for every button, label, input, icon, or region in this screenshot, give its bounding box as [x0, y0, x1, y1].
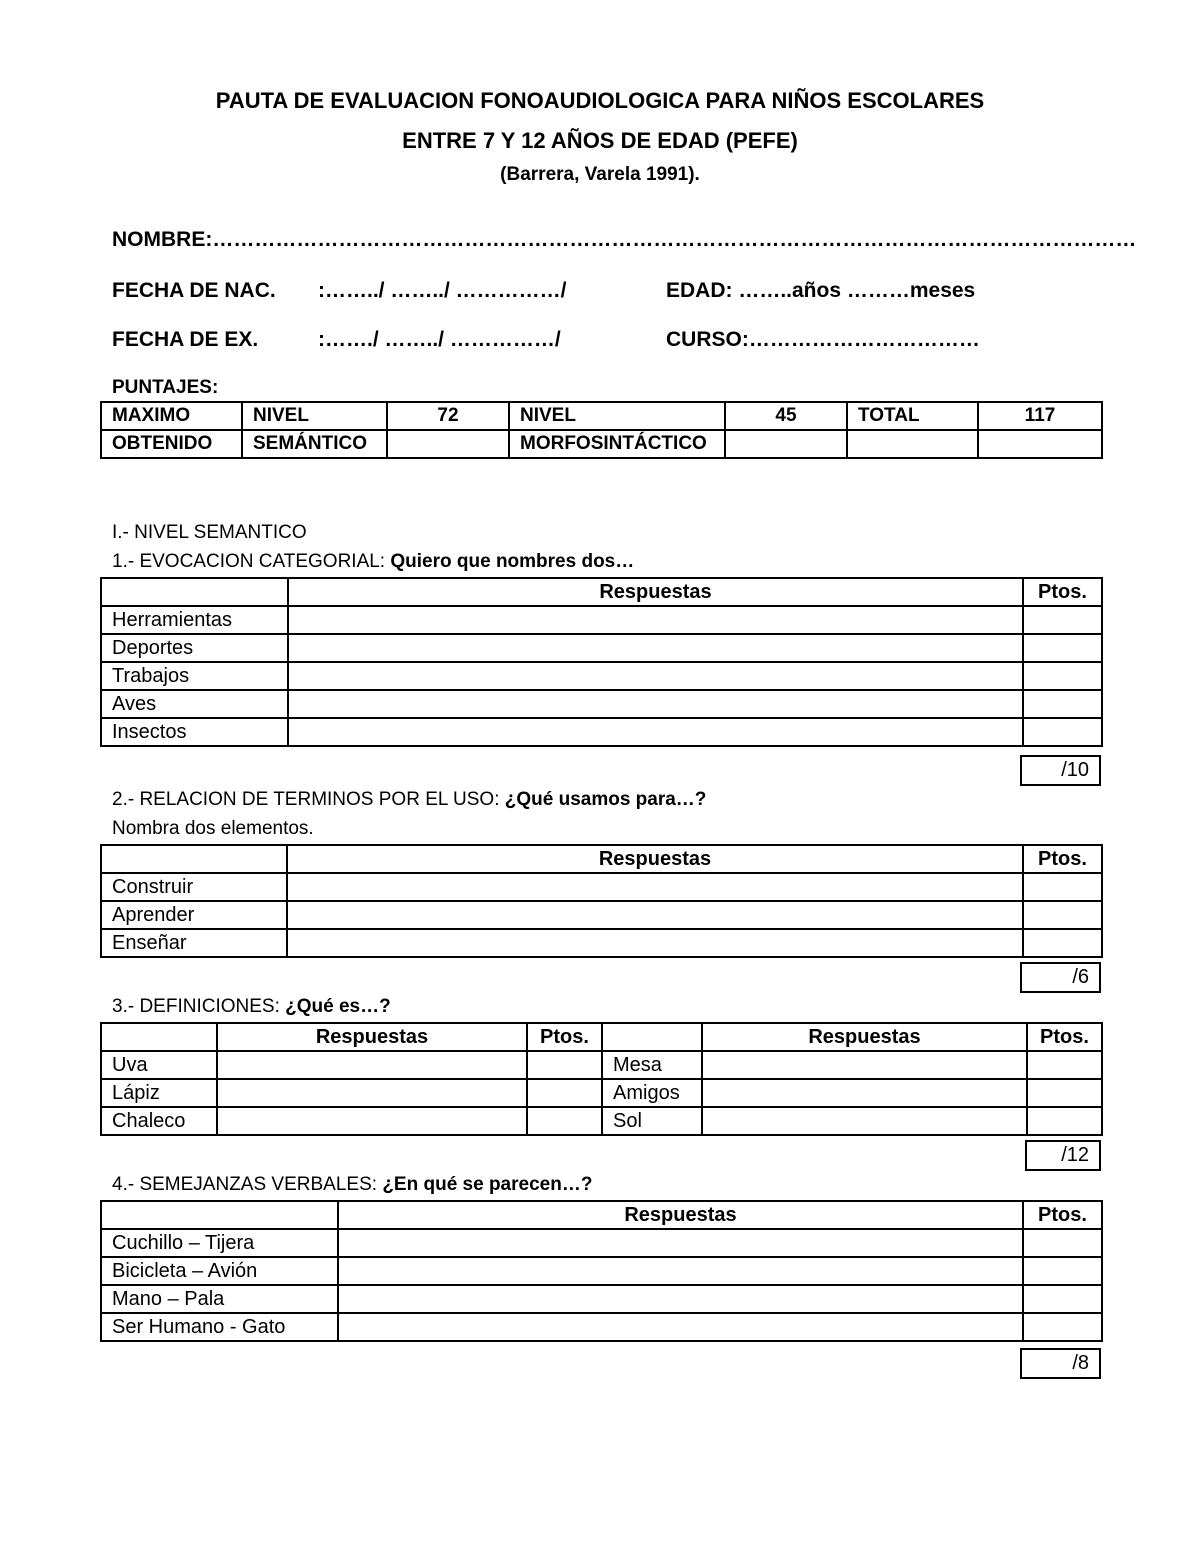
table-row	[101, 662, 1102, 690]
row-label: Cuchillo – Tijera	[101, 1229, 338, 1257]
item4-table	[100, 1200, 1103, 1342]
points-cell[interactable]	[527, 1107, 602, 1135]
item1-total[interactable]: /10	[1020, 755, 1101, 786]
score-input-total[interactable]	[978, 430, 1102, 458]
item3-table	[100, 1022, 1103, 1136]
header-blank	[101, 1201, 338, 1229]
score-cell: 117	[978, 402, 1102, 430]
item3-total[interactable]: /12	[1025, 1140, 1101, 1171]
points-cell[interactable]	[1023, 873, 1102, 901]
answer-cell[interactable]	[287, 873, 1023, 901]
points-cell[interactable]	[1023, 1257, 1102, 1285]
item4-prefix: 4.- SEMEJANZAS VERBALES:	[112, 1174, 383, 1195]
row-label: Amigos	[602, 1079, 702, 1107]
col-ptos: Ptos.	[1023, 1201, 1102, 1229]
col-ptos: Ptos.	[1027, 1023, 1102, 1051]
score-cell: NIVEL	[242, 402, 387, 430]
header-blank	[101, 1023, 217, 1051]
page-title: PAUTA DE EVALUACION FONOAUDIOLOGICA PARA NIÑOS ESCOLARES	[215, 88, 985, 113]
col-ptos: Ptos.	[527, 1023, 602, 1051]
answer-cell[interactable]	[288, 634, 1023, 662]
table-row	[101, 1051, 1102, 1079]
row-label: Deportes	[101, 634, 288, 662]
answer-cell[interactable]	[338, 1285, 1023, 1313]
points-cell[interactable]	[1023, 929, 1102, 957]
row-label: Enseñar	[101, 929, 287, 957]
answer-cell[interactable]	[702, 1051, 1027, 1079]
header-blank	[602, 1023, 702, 1051]
points-cell[interactable]	[1023, 1285, 1102, 1313]
col-ptos: Ptos.	[1023, 845, 1102, 873]
curso-field[interactable]: CURSO:……………………………	[666, 328, 980, 351]
item1-prefix: 1.- EVOCACION CATEGORIAL:	[112, 551, 391, 572]
fecha-nac-label: FECHA DE NAC.	[112, 279, 276, 302]
row-label: Uva	[101, 1051, 217, 1079]
points-cell[interactable]	[1023, 634, 1102, 662]
row-label: Aves	[101, 690, 288, 718]
item4-total[interactable]: /8	[1020, 1348, 1101, 1379]
answer-cell[interactable]	[217, 1079, 527, 1107]
item1-question: Quiero que nombres dos…	[390, 551, 635, 572]
answer-cell[interactable]	[287, 901, 1023, 929]
answer-cell[interactable]	[338, 1257, 1023, 1285]
row-label: Trabajos	[101, 662, 288, 690]
item4-question: ¿En qué se parecen…?	[382, 1174, 593, 1195]
points-cell[interactable]	[1023, 718, 1102, 746]
section-heading: I.- NIVEL SEMANTICO	[112, 522, 307, 543]
item2-table	[100, 844, 1103, 958]
item3-prefix: 3.- DEFINICIONES:	[112, 996, 286, 1017]
fecha-nac-field[interactable]: :……../ ……../ ……………/	[318, 279, 567, 302]
points-cell[interactable]	[1023, 662, 1102, 690]
item4-heading	[112, 1174, 592, 1196]
item3-heading	[112, 996, 391, 1018]
table-row	[101, 873, 1102, 901]
points-cell[interactable]	[1027, 1107, 1102, 1135]
item1-heading	[112, 551, 634, 573]
row-label: Insectos	[101, 718, 288, 746]
col-respuestas: Respuestas	[217, 1023, 527, 1051]
answer-cell[interactable]	[288, 690, 1023, 718]
scores-row-obtained	[101, 430, 1102, 458]
row-label: Lápiz	[101, 1079, 217, 1107]
answer-cell[interactable]	[288, 606, 1023, 634]
page-subtitle: ENTRE 7 Y 12 AÑOS DE EDAD (PEFE)	[402, 128, 798, 153]
scores-row-max	[101, 402, 1102, 430]
row-label: Mesa	[602, 1051, 702, 1079]
table-row	[101, 1285, 1102, 1313]
puntajes-label: PUNTAJES:	[112, 377, 219, 398]
table-row	[101, 1107, 1102, 1135]
table-row	[101, 1257, 1102, 1285]
answer-cell[interactable]	[287, 929, 1023, 957]
col-respuestas: Respuestas	[288, 578, 1023, 606]
points-cell[interactable]	[1023, 1313, 1102, 1341]
col-ptos: Ptos.	[1023, 578, 1102, 606]
answer-cell[interactable]	[217, 1051, 527, 1079]
row-label: Sol	[602, 1107, 702, 1135]
item2-question: ¿Qué usamos para…?	[504, 789, 707, 810]
table-row	[101, 690, 1102, 718]
answer-cell[interactable]	[217, 1107, 527, 1135]
item1-table	[100, 577, 1103, 747]
citation: (Barrera, Varela 1991).	[500, 164, 700, 185]
table-row	[101, 1229, 1102, 1257]
score-cell: SEMÁNTICO	[242, 430, 387, 458]
nombre-field[interactable]: NOMBRE:……………………………………………………………………………………………………………………	[112, 228, 1137, 251]
row-label: Ser Humano - Gato	[101, 1313, 338, 1341]
score-cell: NIVEL	[509, 402, 725, 430]
score-cell: 45	[725, 402, 847, 430]
score-input-morpho[interactable]	[725, 430, 847, 458]
col-respuestas: Respuestas	[338, 1201, 1023, 1229]
answer-cell[interactable]	[288, 718, 1023, 746]
col-respuestas: Respuestas	[287, 845, 1023, 873]
points-cell[interactable]	[1027, 1079, 1102, 1107]
edad-field[interactable]: EDAD: ……..años ………meses	[666, 279, 976, 302]
table-row	[101, 929, 1102, 957]
score-cell: MAXIMO	[101, 402, 242, 430]
points-cell[interactable]	[527, 1079, 602, 1107]
row-label: Bicicleta – Avión	[101, 1257, 338, 1285]
score-cell: MORFOSINTÁCTICO	[509, 430, 725, 458]
fecha-ex-label: FECHA DE EX.	[112, 328, 259, 351]
fecha-ex-field[interactable]: :……./ ……../ ……………/	[318, 328, 561, 351]
points-cell[interactable]	[1027, 1051, 1102, 1079]
row-label: Herramientas	[101, 606, 288, 634]
score-cell: OBTENIDO	[101, 430, 242, 458]
item2-subtext: Nombra dos elementos.	[112, 818, 314, 839]
row-label: Chaleco	[101, 1107, 217, 1135]
scores-table	[100, 401, 1103, 459]
answer-cell[interactable]	[288, 662, 1023, 690]
table-row	[101, 606, 1102, 634]
row-label: Construir	[101, 873, 287, 901]
table-row	[101, 718, 1102, 746]
header-blank	[101, 845, 287, 873]
answer-cell[interactable]	[702, 1079, 1027, 1107]
table-row	[101, 1079, 1102, 1107]
score-cell	[847, 430, 978, 458]
points-cell[interactable]	[1023, 901, 1102, 929]
answer-cell[interactable]	[702, 1107, 1027, 1135]
item2-heading	[112, 789, 706, 811]
points-cell[interactable]	[527, 1051, 602, 1079]
col-respuestas: Respuestas	[702, 1023, 1027, 1051]
row-label: Aprender	[101, 901, 287, 929]
answer-cell[interactable]	[338, 1313, 1023, 1341]
header-blank	[101, 578, 288, 606]
item3-question: ¿Qué es…?	[285, 996, 391, 1017]
table-row	[101, 634, 1102, 662]
score-input-semantic[interactable]	[387, 430, 509, 458]
table-row	[101, 901, 1102, 929]
points-cell[interactable]	[1023, 1229, 1102, 1257]
item2-prefix: 2.- RELACION DE TERMINOS POR EL USO:	[112, 789, 505, 810]
row-label: Mano – Pala	[101, 1285, 338, 1313]
points-cell[interactable]	[1023, 606, 1102, 634]
score-cell: TOTAL	[847, 402, 978, 430]
points-cell[interactable]	[1023, 690, 1102, 718]
score-cell: 72	[387, 402, 509, 430]
answer-cell[interactable]	[338, 1229, 1023, 1257]
item2-total[interactable]: /6	[1020, 962, 1101, 993]
table-row	[101, 1313, 1102, 1341]
